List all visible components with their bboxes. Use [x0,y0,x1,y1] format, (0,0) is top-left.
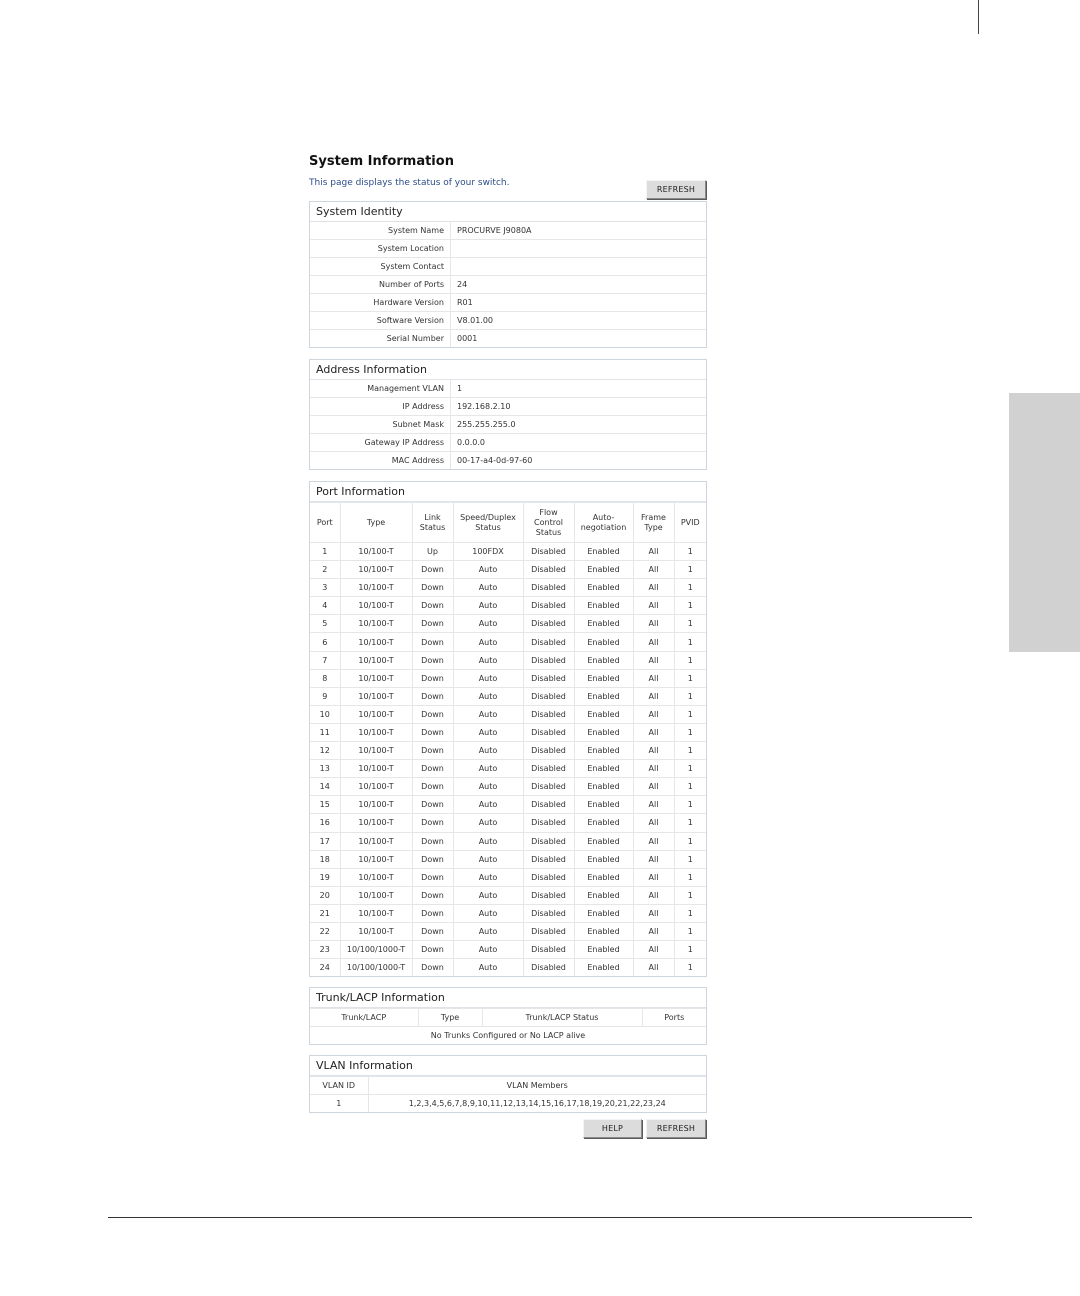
auto-negotiation-cell: Enabled [574,778,633,796]
frame-type-cell: All [633,814,674,832]
speed-duplex-status-cell: Auto [453,959,523,977]
flow-control-status-cell: Disabled [523,868,574,886]
port-number-cell: 16 [310,814,340,832]
table-row [310,452,706,470]
side-thumb-tab [1009,393,1080,652]
table-row [310,434,706,452]
pvid-cell: 1 [674,705,706,723]
table-row [310,258,706,276]
vlan-information-title: VLAN Information [310,1056,706,1076]
speed-duplex-status-cell: Auto [453,796,523,814]
auto-negotiation-cell: Enabled [574,543,633,561]
link-status-cell: Down [412,561,453,579]
frame-type-cell: All [633,543,674,561]
link-status-cell: Up [412,543,453,561]
flow-control-status-cell: Disabled [523,597,574,615]
trunk-information-title: Trunk/LACP Information [310,988,706,1008]
address-information-title: Address Information [310,360,706,380]
frame-type-cell: All [633,959,674,977]
port-number-cell: 7 [310,651,340,669]
header-trunk-lacp: Trunk/LACP [310,1009,418,1027]
frame-type-cell: All [633,579,674,597]
link-status-cell: Down [412,941,453,959]
table-row [310,330,706,348]
system-identity-value: V8.01.00 [451,312,707,330]
table-row [310,615,706,633]
flow-control-status-cell: Disabled [523,796,574,814]
refresh-button-top[interactable]: REFRESH [646,180,706,199]
auto-negotiation-cell: Enabled [574,832,633,850]
table-row [310,669,706,687]
address-information-value: 00-17-a4-0d-97-60 [451,452,707,470]
flow-control-status-cell: Disabled [523,760,574,778]
system-identity-value [451,258,707,276]
port-number-cell: 20 [310,886,340,904]
port-number-cell: 13 [310,760,340,778]
flow-control-status-cell: Disabled [523,778,574,796]
frame-type-cell: All [633,832,674,850]
flow-control-status-cell: Disabled [523,669,574,687]
link-status-cell: Down [412,904,453,922]
address-information-panel [309,359,707,470]
pvid-cell: 1 [674,615,706,633]
auto-negotiation-cell: Enabled [574,760,633,778]
auto-negotiation-cell: Enabled [574,579,633,597]
port-type-cell: 10/100-T [340,760,412,778]
pvid-cell: 1 [674,959,706,977]
port-type-cell: 10/100-T [340,796,412,814]
address-information-label: Gateway IP Address [310,434,451,452]
speed-duplex-status-cell: Auto [453,723,523,741]
auto-negotiation-cell: Enabled [574,615,633,633]
table-row [310,1027,706,1045]
pvid-cell: 1 [674,723,706,741]
link-status-cell: Down [412,723,453,741]
pvid-cell: 1 [674,633,706,651]
speed-duplex-status-cell: Auto [453,705,523,723]
system-identity-table [310,222,706,347]
port-number-cell: 2 [310,561,340,579]
address-information-label: MAC Address [310,452,451,470]
pvid-cell: 1 [674,796,706,814]
auto-negotiation-cell: Enabled [574,850,633,868]
auto-negotiation-cell: Enabled [574,814,633,832]
system-identity-label: Software Version [310,312,451,330]
speed-duplex-status-cell: Auto [453,579,523,597]
port-number-cell: 10 [310,705,340,723]
link-status-cell: Down [412,814,453,832]
table-row [310,814,706,832]
auto-negotiation-cell: Enabled [574,669,633,687]
table-row [310,312,706,330]
port-type-cell: 10/100-T [340,543,412,561]
speed-duplex-status-cell: Auto [453,561,523,579]
address-information-value: 0.0.0.0 [451,434,707,452]
auto-negotiation-cell: Enabled [574,742,633,760]
port-type-cell: 10/100-T [340,615,412,633]
port-number-cell: 5 [310,615,340,633]
link-status-cell: Down [412,850,453,868]
pvid-cell: 1 [674,561,706,579]
flow-control-status-cell: Disabled [523,832,574,850]
pvid-cell: 1 [674,814,706,832]
table-row [310,922,706,940]
table-row [310,796,706,814]
link-status-cell: Down [412,651,453,669]
port-information-table [310,502,706,976]
port-number-cell: 18 [310,850,340,868]
auto-negotiation-cell: Enabled [574,723,633,741]
vlan-information-panel [309,1055,707,1113]
address-information-value: 255.255.255.0 [451,416,707,434]
pvid-cell: 1 [674,579,706,597]
frame-type-cell: All [633,922,674,940]
flow-control-status-cell: Disabled [523,561,574,579]
port-number-cell: 9 [310,687,340,705]
table-row [310,1095,706,1113]
auto-negotiation-cell: Enabled [574,886,633,904]
link-status-cell: Down [412,579,453,597]
port-type-cell: 10/100-T [340,814,412,832]
port-number-cell: 17 [310,832,340,850]
port-type-cell: 10/100-T [340,597,412,615]
system-identity-panel [309,201,707,348]
speed-duplex-status-cell: Auto [453,669,523,687]
speed-duplex-status-cell: Auto [453,760,523,778]
trunk-table-header [310,1009,706,1027]
speed-duplex-status-cell: Auto [453,886,523,904]
header-frame-type: Frame Type [633,503,674,543]
table-row [310,597,706,615]
header-flow-control-status: Flow Control Status [523,503,574,543]
flow-control-status-cell: Disabled [523,922,574,940]
table-row [310,760,706,778]
frame-type-cell: All [633,904,674,922]
link-status-cell: Down [412,597,453,615]
speed-duplex-status-cell: Auto [453,850,523,868]
pvid-cell: 1 [674,778,706,796]
speed-duplex-status-cell: 100FDX [453,543,523,561]
speed-duplex-status-cell: Auto [453,832,523,850]
auto-negotiation-cell: Enabled [574,651,633,669]
system-identity-label: Serial Number [310,330,451,348]
auto-negotiation-cell: Enabled [574,687,633,705]
port-type-cell: 10/100-T [340,742,412,760]
trunk-empty-message: No Trunks Configured or No LACP alive [310,1027,706,1045]
port-type-cell: 10/100/1000-T [340,941,412,959]
header-auto-negotiation: Auto- negotiation [574,503,633,543]
port-type-cell: 10/100-T [340,723,412,741]
address-information-label: IP Address [310,398,451,416]
auto-negotiation-cell: Enabled [574,922,633,940]
auto-negotiation-cell: Enabled [574,941,633,959]
table-row [310,832,706,850]
link-status-cell: Down [412,832,453,850]
speed-duplex-status-cell: Auto [453,597,523,615]
speed-duplex-status-cell: Auto [453,904,523,922]
header-pvid: PVID [674,503,706,543]
link-status-cell: Down [412,687,453,705]
link-status-cell: Down [412,922,453,940]
port-number-cell: 21 [310,904,340,922]
frame-type-cell: All [633,615,674,633]
table-row [310,959,706,977]
system-identity-value: PROCURVE J9080A [457,226,532,235]
table-row [310,633,706,651]
link-status-cell: Down [412,742,453,760]
speed-duplex-status-cell: Auto [453,868,523,886]
auto-negotiation-cell: Enabled [574,904,633,922]
system-identity-label: System Name [310,222,451,240]
link-status-cell: Down [412,778,453,796]
frame-type-cell: All [633,705,674,723]
table-row [310,276,706,294]
table-row [310,294,706,312]
port-type-cell: 10/100/1000-T [340,959,412,977]
auto-negotiation-cell: Enabled [574,959,633,977]
header-link-status: Link Status [412,503,453,543]
system-identity-value [451,240,707,258]
pvid-cell: 1 [674,742,706,760]
pvid-cell: 1 [674,850,706,868]
port-information-title: Port Information [310,482,706,502]
vlan-id-cell: 1 [310,1095,368,1113]
link-status-cell: Down [412,886,453,904]
address-information-table [310,380,706,469]
link-status-cell: Down [412,633,453,651]
port-number-cell: 4 [310,597,340,615]
address-information-value: 192.168.2.10 [451,398,707,416]
table-row [310,742,706,760]
help-button[interactable]: HELP [583,1119,642,1138]
link-status-cell: Down [412,868,453,886]
port-type-cell: 10/100-T [340,687,412,705]
speed-duplex-status-cell: Auto [453,941,523,959]
flow-control-status-cell: Disabled [523,941,574,959]
frame-type-cell: All [633,633,674,651]
auto-negotiation-cell: Enabled [574,705,633,723]
speed-duplex-status-cell: Auto [453,615,523,633]
port-number-cell: 19 [310,868,340,886]
header-trunk-ports: Ports [642,1009,706,1027]
address-information-label: Management VLAN [310,380,451,398]
speed-duplex-status-cell: Auto [453,778,523,796]
speed-duplex-status-cell: Auto [453,687,523,705]
flow-control-status-cell: Disabled [523,705,574,723]
table-row [310,850,706,868]
speed-duplex-status-cell: Auto [453,633,523,651]
port-type-cell: 10/100-T [340,651,412,669]
frame-type-cell: All [633,850,674,868]
port-type-cell: 10/100-T [340,922,412,940]
pvid-cell: 1 [674,922,706,940]
system-identity-label: Hardware Version [310,294,451,312]
port-type-cell: 10/100-T [340,669,412,687]
frame-type-cell: All [633,886,674,904]
system-identity-title: System Identity [310,202,706,222]
table-row [310,561,706,579]
table-row [310,778,706,796]
flow-control-status-cell: Disabled [523,742,574,760]
page-edge-line [978,0,979,34]
port-number-cell: 15 [310,796,340,814]
header-vlan-id: VLAN ID [310,1077,368,1095]
link-status-cell: Down [412,705,453,723]
port-table-header [310,503,706,543]
port-number-cell: 12 [310,742,340,760]
link-status-cell: Down [412,760,453,778]
table-row [310,579,706,597]
flow-control-status-cell: Disabled [523,886,574,904]
port-type-cell: 10/100-T [340,868,412,886]
port-number-cell: 6 [310,633,340,651]
frame-type-cell: All [633,723,674,741]
pvid-cell: 1 [674,543,706,561]
frame-type-cell: All [633,597,674,615]
auto-negotiation-cell: Enabled [574,796,633,814]
table-row [310,723,706,741]
header-trunk-status: Trunk/LACP Status [482,1009,642,1027]
flow-control-status-cell: Disabled [523,615,574,633]
pvid-cell: 1 [674,669,706,687]
header-port: Port [310,503,340,543]
frame-type-cell: All [633,687,674,705]
frame-type-cell: All [633,760,674,778]
port-number-cell: 8 [310,669,340,687]
header-trunk-type: Type [418,1009,482,1027]
flow-control-status-cell: Disabled [523,633,574,651]
flow-control-status-cell: Disabled [523,850,574,868]
address-information-value: 1 [457,384,463,393]
port-type-cell: 10/100-T [340,579,412,597]
pvid-cell: 1 [674,832,706,850]
system-identity-value: R01 [451,294,707,312]
port-type-cell: 10/100-T [340,778,412,796]
flow-control-status-cell: Disabled [523,814,574,832]
header-vlan-members: VLAN Members [368,1077,706,1095]
frame-type-cell: All [633,651,674,669]
trunk-information-panel [309,987,707,1045]
pvid-cell: 1 [674,760,706,778]
port-number-cell: 14 [310,778,340,796]
frame-type-cell: All [633,778,674,796]
flow-control-status-cell: Disabled [523,904,574,922]
port-type-cell: 10/100-T [340,886,412,904]
link-status-cell: Down [412,959,453,977]
system-identity-label: System Contact [310,258,451,276]
system-identity-value: 0001 [451,330,707,348]
table-row [310,868,706,886]
port-type-cell: 10/100-T [340,850,412,868]
speed-duplex-status-cell: Auto [453,922,523,940]
flow-control-status-cell: Disabled [523,579,574,597]
pvid-cell: 1 [674,886,706,904]
page-description: This page displays the status of your switch. [309,178,510,188]
table-row [310,687,706,705]
table-row [310,705,706,723]
auto-negotiation-cell: Enabled [574,868,633,886]
port-type-cell: 10/100-T [340,561,412,579]
frame-type-cell: All [633,941,674,959]
port-number-cell: 23 [310,941,340,959]
frame-type-cell: All [633,742,674,760]
vlan-table-header [310,1077,706,1095]
port-type-cell: 10/100-T [340,904,412,922]
flow-control-status-cell: Disabled [523,959,574,977]
table-row [310,222,706,240]
port-number-cell: 24 [310,959,340,977]
port-information-panel [309,481,707,977]
link-status-cell: Down [412,615,453,633]
flow-control-status-cell: Disabled [523,651,574,669]
system-identity-label: Number of Ports [310,276,451,294]
table-row [310,886,706,904]
table-row [310,904,706,922]
pvid-cell: 1 [674,868,706,886]
vlan-members-cell: 1,2,3,4,5,6,7,8,9,10,11,12,13,14,15,16,17,18,19,20,21,22,23,24 [368,1095,706,1113]
link-status-cell: Down [412,669,453,687]
port-type-cell: 10/100-T [340,633,412,651]
system-identity-label: System Location [310,240,451,258]
frame-type-cell: All [633,561,674,579]
table-row [310,543,706,561]
vlan-information-table [310,1076,706,1112]
frame-type-cell: All [633,868,674,886]
table-row [310,416,706,434]
frame-type-cell: All [633,796,674,814]
flow-control-status-cell: Disabled [523,723,574,741]
frame-type-cell: All [633,669,674,687]
port-type-cell: 10/100-T [340,832,412,850]
speed-duplex-status-cell: Auto [453,742,523,760]
trunk-information-table [310,1008,706,1044]
table-row [310,240,706,258]
port-number-cell: 3 [310,579,340,597]
page-title: System Information [309,154,454,169]
pvid-cell: 1 [674,941,706,959]
pvid-cell: 1 [674,597,706,615]
port-number-cell: 22 [310,922,340,940]
flow-control-status-cell: Disabled [523,543,574,561]
table-row [310,941,706,959]
table-row [310,398,706,416]
link-status-cell: Down [412,796,453,814]
table-row [310,651,706,669]
speed-duplex-status-cell: Auto [453,814,523,832]
system-identity-value: 24 [451,276,707,294]
auto-negotiation-cell: Enabled [574,561,633,579]
refresh-button-bottom[interactable]: REFRESH [646,1119,706,1138]
pvid-cell: 1 [674,904,706,922]
pvid-cell: 1 [674,687,706,705]
port-number-cell: 11 [310,723,340,741]
header-type: Type [340,503,412,543]
flow-control-status-cell: Disabled [523,687,574,705]
auto-negotiation-cell: Enabled [574,633,633,651]
address-information-label: Subnet Mask [310,416,451,434]
port-type-cell: 10/100-T [340,705,412,723]
port-number-cell: 1 [310,543,340,561]
auto-negotiation-cell: Enabled [574,597,633,615]
header-speed-duplex-status: Speed/Duplex Status [453,503,523,543]
speed-duplex-status-cell: Auto [453,651,523,669]
table-row [310,380,706,398]
pvid-cell: 1 [674,651,706,669]
footer-rule [108,1217,972,1218]
